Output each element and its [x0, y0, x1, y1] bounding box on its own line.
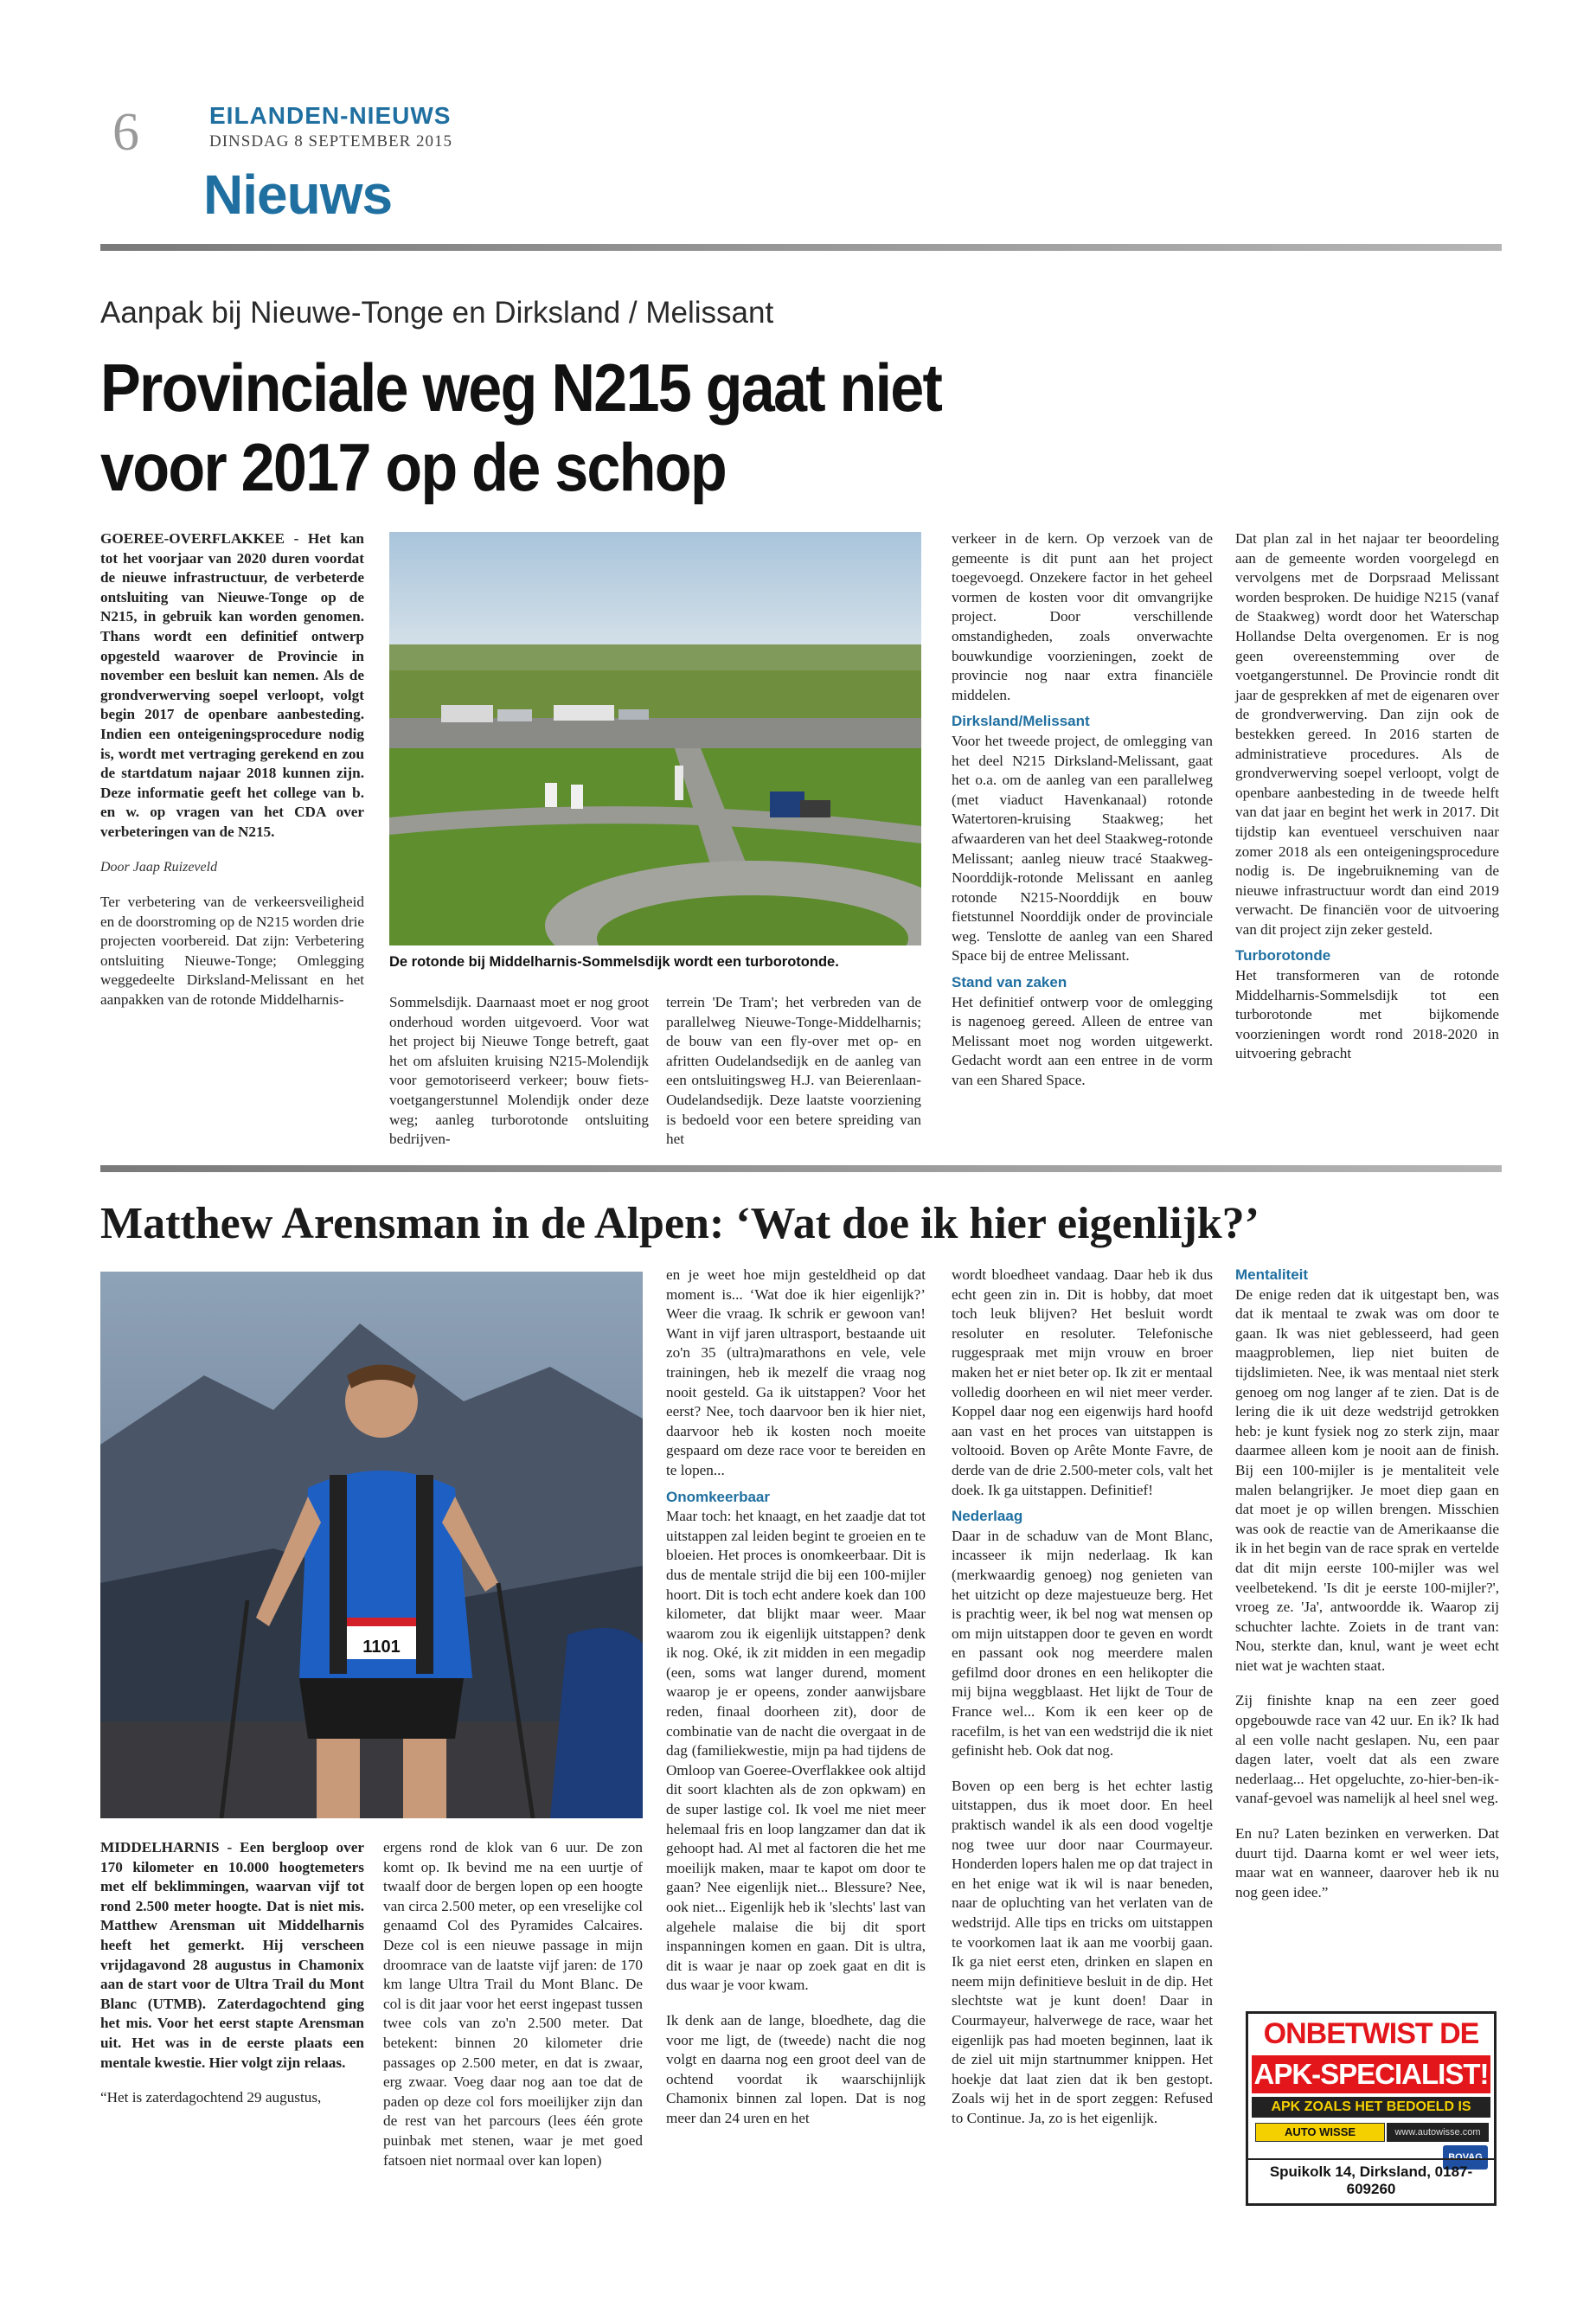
article1-col4-text2: Het definitief ontwerp voor de omlegging is nagenoeg gereed. Alleen de entree van Melissant moet nog worden uitgewerkt. Gedacht wordt aan een entree in de vorm van een Shared Space. — [952, 993, 1213, 1089]
ad-headline-line2: APK-SPECIALIST! — [1252, 2055, 1490, 2093]
ad-address: Spuikolk 14, Dirksland, 0187-609260 — [1248, 2158, 1494, 2198]
subhead-nederlaag: Nederlaag — [952, 1508, 1023, 1525]
subhead-turborotonde: Turborotonde — [1235, 947, 1331, 965]
article1-col1-body: Ter verbetering van de verkeersveiligheid en de doorstroming op de N215 worden drie projecten voorbereid. Dat zijn: Verbetering ontsluiting Nieuwe-Tonge; Omlegging weggedeelte Dirksland-Melissant en het aanpakken van de rotonde Middelharnis- — [100, 894, 365, 1009]
article1-headline-line1: Provinciale weg N215 gaat niet — [100, 349, 942, 426]
article2-col5 — [1235, 1266, 1499, 1902]
article1-headline-line2: voor 2017 op de schop — [100, 429, 726, 505]
middle-divider — [100, 1165, 1502, 1172]
ad-tagline: APK ZOALS HET BEDOELD IS — [1252, 2097, 1490, 2118]
apk-advertisement[interactable] — [1246, 2011, 1497, 2206]
article1-col4-text1: Voor het tweede project, de omlegging van het deel N215 Dirksland-Melissant, gaat het o.a. om de aanleg van een parallelweg (met viaduct Havenkanaal) rotonde Watertoren-kruising Staakweg; het afwaarderen van het deel Staakweg-rotonde Melissant; aanleg nieuw tracé Staakweg-Noorddijk-rotonde Melissant en aanleg rotonde N215-Noorddijk en bouw fietstunnel Noorddijk onder de provinciale weg. Tenslotte de aanleg van een Shared Space bij de entree Melissant. — [952, 732, 1213, 965]
issue-date: DINSDAG 8 SEPTEMBER 2015 — [209, 132, 453, 151]
article2-col1 — [100, 1838, 364, 2108]
article1-col3: terrein 'De Tram'; het verbreden van de parallelweg Nieuwe-Tonge-Middelharnis; de bouw van een fly-over met op- en afritten Oudelandsedijk en de aanleg van een ontsluitingsweg H.J. van Beierenlaan-Oudelandsedijk. Deze laatste voorziening is bedoeld voor een betere spreiding van het — [666, 994, 921, 1148]
article2-col1-end: “Het is zaterdagochtend 29 augustus, — [100, 2089, 322, 2106]
article2-headline: Matthew Arensman in de Alpen: ‘Wat doe ik hier eigenlijk?’ — [100, 1199, 1259, 1248]
roundabout-photo-caption: De rotonde bij Middelharnis-Sommelsdijk wordt een turborotonde. — [389, 954, 839, 970]
roundabout-photo — [389, 532, 921, 945]
article2-col3 — [666, 1266, 926, 2129]
top-divider — [100, 244, 1502, 251]
masthead: EILANDEN-NIEUWS — [209, 102, 452, 129]
article1-col4 — [952, 529, 1213, 1091]
article1-headline — [100, 348, 957, 507]
subhead-onomkeerbaar: Onomkeerbaar — [666, 1488, 770, 1505]
page-number: 6 — [112, 103, 139, 162]
article1-col2: Sommelsdijk. Daarnaast moet er nog groot onderhoud worden uitgevoerd. Voor wat het project bij Nieuwe Tonge betreft, gaat het om afsluiten kruising N215-Molendijk voor gemotoriseerd verkeer; bouw fiets- voetgangerstunnel Molendijk onder deze weg; aanleg turborotonde ontsluiting bedrijven- — [389, 994, 649, 1148]
article2-col3-text1: en je weet hoe mijn gesteldheid op dat moment is... ‘Wat doe ik hier eigenlijk?’ Weer die vraag. Ik schrik er gewoon van! Want in vijf jaren ultrasport, bestaande uit zo'n 35 (ultra)marathons en vele, vele trainingen, heb ik mezelf die vraag nog nooit gesteld. Ga ik uitstappen? Voor het eerst? Nee, toch daarvoor ben ik hier niet, daarvoor heb ik kosten noch moeite gespaard om deze race voor te bereiden en te lopen... — [666, 1266, 926, 1478]
article2-col5-text2: Zij finishte knap na een zeer goed opgebouwde race van 42 uur. En ik? Ik had al een volle nacht geslapen. Nu, een paar dagen later, voelt dat als een zware nederlaag... Het opgeluchte, zo-hier-ben-ik-vanaf-gevoel was namelijk al heel snel weg. — [1235, 1692, 1499, 1807]
article2-col5-text1: De enige reden dat ik uitgestapt ben, was dat ik mentaal te zwak was om door te gaan. Ik was niet geblesseerd, had geen maagproblemen, liep niet buiten de tijdslimieten. Nee, ik was mentaal niet sterk genoeg om nog langer af te zien. Dat is de lering die ik uit deze wedstrijd getrokken heb: je kunt fysiek nog zo sterk zijn, maar daarmee alleen kom je nooit aan de finish. Bij een 100-mijler is je mentaliteit vele malen belangrijker. Je moet diep gaan en dat moet je op willen brengen. Misschien was ook de reactie van de Amerikaanse die ik in het begin van de race sprak en vertelde dat dit mijn eerste 100-mijler was wel veelbetekend. 'Is dit je eerste 100-mijler?', vroeg ze. 'Ja', antwoordde ik. Waarop zij schuchter lachte. Zoiets in de trant van: Nou, sterkte dan, knul, want je weet echt niet wat je wachten staat. — [1235, 1285, 1499, 1674]
article1-kicker: Aanpak bij Nieuwe-Tonge en Dirksland / Melissant — [100, 296, 774, 330]
section-title: Nieuws — [203, 163, 393, 226]
article2-col4 — [952, 1266, 1213, 2129]
ad-headline-line1: ONBETWIST DE — [1263, 2017, 1479, 2050]
article1-lead: GOEREE-OVERFLAKKEE - Het kan tot het voorjaar van 2020 duren voordat de nieuwe infrastructuur, de verbeterde ontsluiting van Nieuwe-Tonge op de N215, in gebruik kan worden genomen. Thans wordt een definitief ontwerp opgesteld waarover de Provincie in november een besluit kan nemen. Als de grondverwerving soepel verloopt, volgt begin 2017 de openbare aanbesteding. Indien een onteigeningsprocedure nodig is, wordt met vertraging gerekend en zou de startdatum najaar 2018 kunnen zijn. Deze informatie geeft het college van b. en w. op vragen van het CDA over verbeteringen van de N215. — [100, 530, 364, 840]
subhead-mentaliteit: Mentaliteit — [1235, 1266, 1309, 1283]
article1-byline: Door Jaap Ruizeveld — [100, 859, 218, 875]
article1-col4-intro: verkeer in de kern. Op verzoek van de gemeente is dit punt aan het project toegevoegd. Onzekere factor in het geheel vormen de kosten voor dit omvangrijke project. Door verschillende omstandigheden, zoals onverwachte bouwkundige voorzieningen, zoekt de provincie nog naar extra financiële middelen. — [952, 530, 1213, 703]
subhead-dirksland-melissant: Dirksland/Melissant — [952, 713, 1090, 730]
article2-col2: ergens rond de klok van 6 uur. De zon komt op. Ik bevind me na een uurtje of twaalf door de bergen lopen op een hoogte van circa 2.500 meter, op een vreselijke col genaamd Col des Pyramides Calcaires. Deze col is een nieuwe passage in mijn droomrace van de laatste vijf jaren: de 170 km lange Ultra Trail du Mont Blanc. De col is dit jaar voor het eerst ingepast tussen twee cols van zo'n 2.500 meter. Dat betekent: binnen 20 kilometer drie passages op 2.500 meter, en dat is zwaar, erg zwaar. Voeg daar nog aan toe dat de paden op deze col fors moeilijker zijn dan de rest van het parcours (lees één grote puinbak met stenen, waar je met goed fatsoen niet normaal over kan lopen) — [383, 1839, 643, 2169]
bovag-badge: BOVAG — [1443, 2145, 1488, 2170]
bib-number: 1101 — [362, 1638, 401, 1657]
article2-col4-text3: Boven op een berg is het echter lastig uitstappen, dus ik moet door. En heel praktisch wandel ik als een dood vogeltje nog twee uur door naar Courmayeur. Honderden lopers halen me op dat traject in en het enige wat ik wil is naar beneden, naar de opluchting van het verlaten van de wedstrijd. Alle tips en tricks om uitstappen te voorkomen laat ik aan me voorbij gaan. Ik ga niet eerst eten, drinken en slapen en neem mijn definitieve besluit in de dip. Het slechtste wat je kunt doen! Daar in Courmayeur, halverwege de race, waar het eigenlijk pas had moeten beginnen, laat ik de ziel uit mijn startnummer knippen. Het hoekje dat laat zien dat ik ben gestopt. Zoals wij het in de sport zeggen: Refused to Continue. Ja, zo is het eigenlijk. — [952, 1777, 1213, 2126]
ad-url[interactable]: www.autowisse.com — [1387, 2123, 1489, 2142]
auto-wisse-logo: AUTO WISSE — [1255, 2123, 1385, 2142]
runner-photo-illustration — [100, 1272, 643, 1818]
subhead-stand-van-zaken: Stand van zaken — [952, 974, 1067, 991]
article2-col5-text3: En nu? Laten bezinken en verwerken. Dat duurt tijd. Daarna komt er wel weer iets, maar wat en wanneer, daarover heb ik nu nog geen idee.” — [1235, 1825, 1499, 1900]
runner-photo — [100, 1272, 643, 1818]
article1-col1 — [100, 529, 364, 1010]
article2-lead: MIDDELHARNIS - Een bergloop over 170 kilometer en 10.000 hoogtemeters met elf beklimmingen, waarvan vijf tot rond 2.500 meter hoogte. Dat is niet mis. Matthew Arensman uit Middelharnis heeft het gemerkt. Hij verscheen vrijdagavond 28 augustus in Chamonix aan de start voor de Ultra Trail du Mont Blanc (UTMB). Zaterdagochtend ging het mis. Voor het eerst stapte Arensman uit. Het was in de eerste plaats een mentale kwestie. Hier volgt zijn relaas. — [100, 1839, 364, 2071]
article1-col5-text2: Het transformeren van de rotonde Middelharnis-Sommelsdijk tot een turborotonde met bijkomende voorzieningen wordt rond 2018-2020 in uitvoering gebracht — [1235, 967, 1499, 1062]
article1-col5-text1: Dat plan zal in het najaar ter beoordeling aan de gemeente worden voorgelegd en vervolgens met de Dorpsraad Melissant worden besproken. De huidige N215 (vanaf de Staakweg) wordt door het Waterschap Hollandse Delta overgenomen. Er is nog geen overeenstemming over de voetgangerstunnel. De Provincie rondt dit jaar de gesprekken af met de eigenaren over de grondverwerving. Dan zijn ook de bestekken gereed. In 2016 starten de administratieve procedures. Als de grondverwerving soepel verloopt, volgt de openbare aanbesteding in de tweede helft van dat jaar en begint het werk in 2017. Dit tijdstip kan eventueel verschuiven naar zomer 2018 als een onteigeningsprocedure nodig is. De ingebruikneming van de nieuwe infrastructuur wordt dan eind 2019 verwacht. De financiën voor de uitvoering van dit project zijn zeker gesteld. — [1235, 530, 1499, 938]
article2-col3-text3: Ik denk aan de lange, bloedhete, dag die voor me ligt, de (tweede) nacht die nog volgt en daarna nog een groot deel van de ochtend voordat ik waarschijnlijk Chamonix binnen zal lopen. Dat is nog meer dan 24 uren en het — [666, 2011, 926, 2126]
article2-col3-text2: Maar toch: het knaagt, en het zaadje dat tot uitstappen zal leiden begint te groeien en te bloeien. Het proces is onomkeerbaar. Dit is dus de mentale strijd die bij een 100-mijler hoort. Dit is toch echt andere koek dan 100 kilometer, dat blijkt maar weer. Maar waarom zou ik eigenlijk uitstappen? denk ik nog. Oké, ik zit midden in een megadip (een, soms wat langer durend, moment waarop je er opeens, zonder aanwijsbare reden, finaal doorheen zit), door de combinatie van de nacht die overgaat in de dag (familiekwestie, mijn pa had tijdens de Omloop van Goeree-Overflakkee ook altijd dit soort klachten als de zon opkwam) en de super lastige col. Ik voel me niet meer helemaal fris en loop langzamer dan dat ik gehoopt had. Al met al factoren die het me moeilijk maken, maar te kapot om door te gaan? Nee eigenlijk niet... Blessure? Nee, ook niet... Eigenlijk heb ik 'slechts' last van algehele malaise die bij dit sport inspanningen komen en gaan. Dit is ultra, dit is waar je naar op zoek gaat en dit is dus waar je voor kwam. — [666, 1508, 926, 1994]
roundabout-photo-illustration — [389, 532, 921, 945]
article1-col5 — [1235, 529, 1499, 1064]
article2-col4-text2: Daar in de schaduw van de Mont Blanc, incasseer ik mijn nederlaag. Ik kan (merkwaardig genoeg) nog genieten van het uitzicht op deze majestueuze berg. Het is prachtig weer, ik bel nog wat mensen op om mijn uitstappen door te geven en wordt en passant ook nog meerdere malen gefilmd door drones en een helikopter die mij bijna weggblaast. Het lijkt de Tour de France wel... Kom ik een keer op de racefilm, is het van een wedstrijd die ik niet gefinisht heb. Ook dat nog. — [952, 1527, 1213, 1759]
article2-col4-text1: wordt bloedheet vandaag. Daar heb ik dus echt geen zin in. Dit is hobby, dat moet toch leuk blijven? Het besluit wordt resoluter en resoluter. Telefonische ruggespraak met mijn vrouw en broer maken het er niet beter op. Ik zit er mentaal volledig doorheen en wil niet meer verder. Koppel daar nog een eigenwijs hard hoofd aan vast en het proces van uitstappen is voltooid. Boven op Arête Monte Favre, de derde van de drie 2.500-meter cols, valt het doek. Ik ga uitstappen. Definitief! — [952, 1266, 1213, 1498]
